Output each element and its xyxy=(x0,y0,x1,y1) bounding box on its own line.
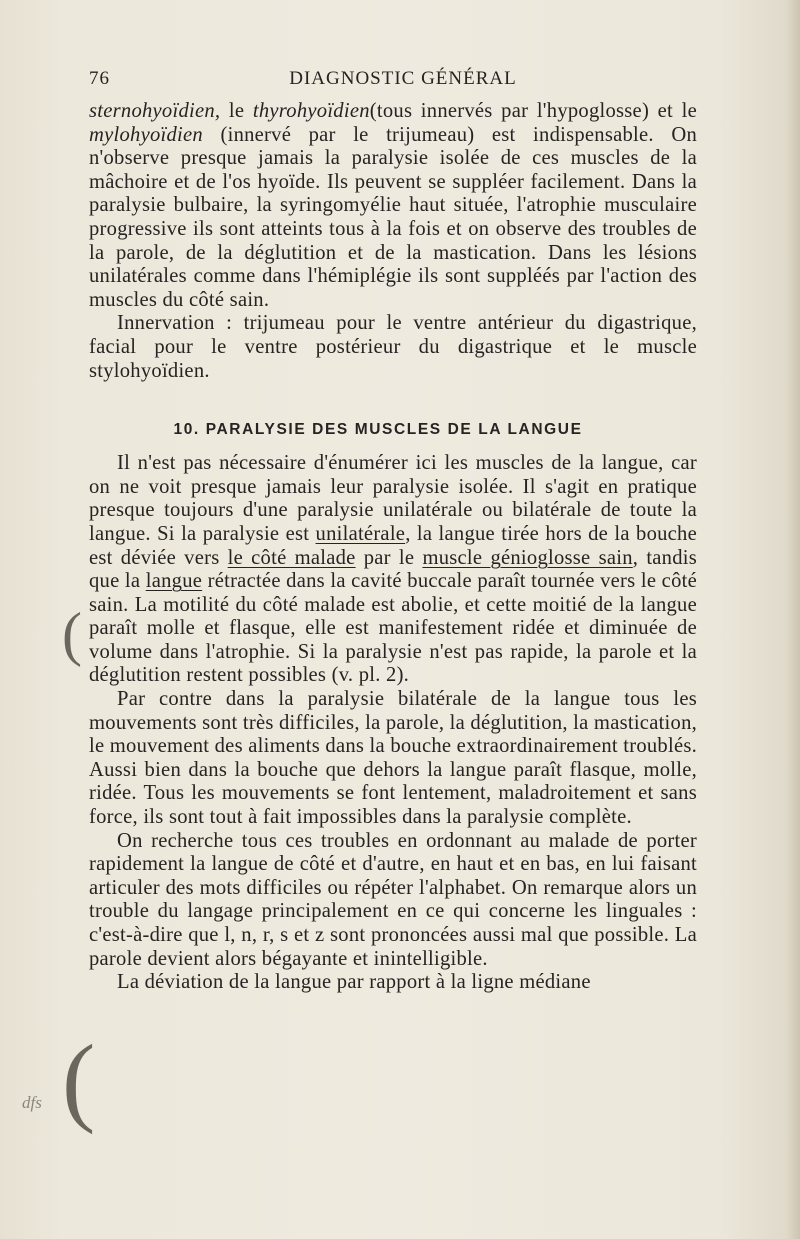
paragraph-innervation: Innervation : trijumeau pour le ventre antérieur du digastrique, facial pour le ventre postérieur du digastrique et le muscle stylohyoïdien. xyxy=(89,312,697,382)
paragraph-1 xyxy=(89,100,697,312)
paragraph-5: On recherche tous ces troubles en ordonnant au malade de porter rapidement la langue de côté et d'autre, en haut et en bas, en lui faisant articuler des mots difficiles ou répéter l'alphabet. On remarque alors un trouble du langage principalement en ce qui concerne les linguales : c'est-à-dire que l, n, r, s et z sont prononcées aussi mal que possible. La parole devient alors bégayante et inintelligible. xyxy=(89,829,697,970)
term-thyrohyoidien: thyrohyoïdien xyxy=(252,100,370,122)
paragraph-3-text-a: Il n'est pas nécessaire d'énumérer ici les muscles de la langue, car on ne voit presque jamais leur paralysie isolée. Il s'agit en pratique presque toujours d'une paralysie unilatérale ou bilatérale de toute la langue. Si la paralysie est xyxy=(89,452,697,545)
underlined-genioglosse-sain: muscle génioglosse sain xyxy=(422,546,633,569)
term-mylohyoidien: mylohyoïdien xyxy=(89,123,203,146)
margin-bracket-upper: ( xyxy=(62,601,82,667)
paragraph-3-text-d: , tandis que la xyxy=(89,546,698,593)
text-block xyxy=(89,60,697,995)
margin-bracket-lower: ( xyxy=(62,1024,96,1135)
paragraph-6: La déviation de la langue par rapport à la ligne médiane xyxy=(117,971,591,994)
underlined-langue: langue xyxy=(145,570,203,593)
margin-annotation: dfs xyxy=(22,1093,42,1112)
paragraph-3-text-e: rétractée dans la cavité buccale paraît tournée vers le côté sain. La motilité du côté malade est abolie, et cette moitié de la langue paraît molle et flasque, elle est manifestement ridée et diminuée de volume dans l'atrophie. Si la paralysie n'est pas rapide, la parole et la déglutition restent possibles (v. pl. 2). xyxy=(89,570,697,687)
paragraph-3-text-b: , la langue tirée hors de la bouche est déviée vers xyxy=(89,522,697,569)
underlined-cote-malade: le côté malade xyxy=(227,546,356,569)
paragraph-1-text-b: (innervé par le trijumeau) est indispensable. On n'observe presque jamais la paralysie isolée de ces muscles de la mâchoire et de l'os hyoïde. Ils peuvent se suppléer facilement. Dans la paralysie bulbaire, la syringomyélie haut située, l'atrophie musculaire progressive ils sont atteints tous à la fois et on observe des troubles de la parole, de la déglutition et de la mastication. Dans les lésions unilatérales comme dans l'hémiplégie ils sont suppléés par l'action des muscles du côté sain. xyxy=(89,123,697,311)
paragraph-4: Par contre dans la paralysie bilatérale de la langue tous les mouvements sont très difficiles, la parole, la déglutition, la mastication, le mouvement des aliments dans la bouche extraordinairement troublés. Aussi bien dans la bouche que dehors la langue paraît flasque, molle, ridée. Tous les mouvements se font lentement, maladroitement et sans force, ils sont tout à fait impossibles dans la paralysie complète. xyxy=(89,688,698,829)
text-le: le xyxy=(220,100,253,122)
section-heading: 10. PARALYSIE DES MUSCLES DE LA LANGUE xyxy=(173,421,583,439)
page-number: 76 xyxy=(89,68,110,89)
page-edge-shadow xyxy=(786,0,800,1239)
running-head xyxy=(89,60,697,96)
running-title: DIAGNOSTIC GÉNÉRAL xyxy=(289,68,517,89)
paragraph-3 xyxy=(89,452,697,688)
term-sternohyoidien: sternohyoïdien, xyxy=(89,100,221,122)
underlined-unilaterale: unilatérale xyxy=(315,522,406,545)
paragraph-1-text-a: (tous innervés par l'hypoglosse) et le xyxy=(369,100,697,122)
paragraph-3-text-c: par le xyxy=(355,546,423,569)
